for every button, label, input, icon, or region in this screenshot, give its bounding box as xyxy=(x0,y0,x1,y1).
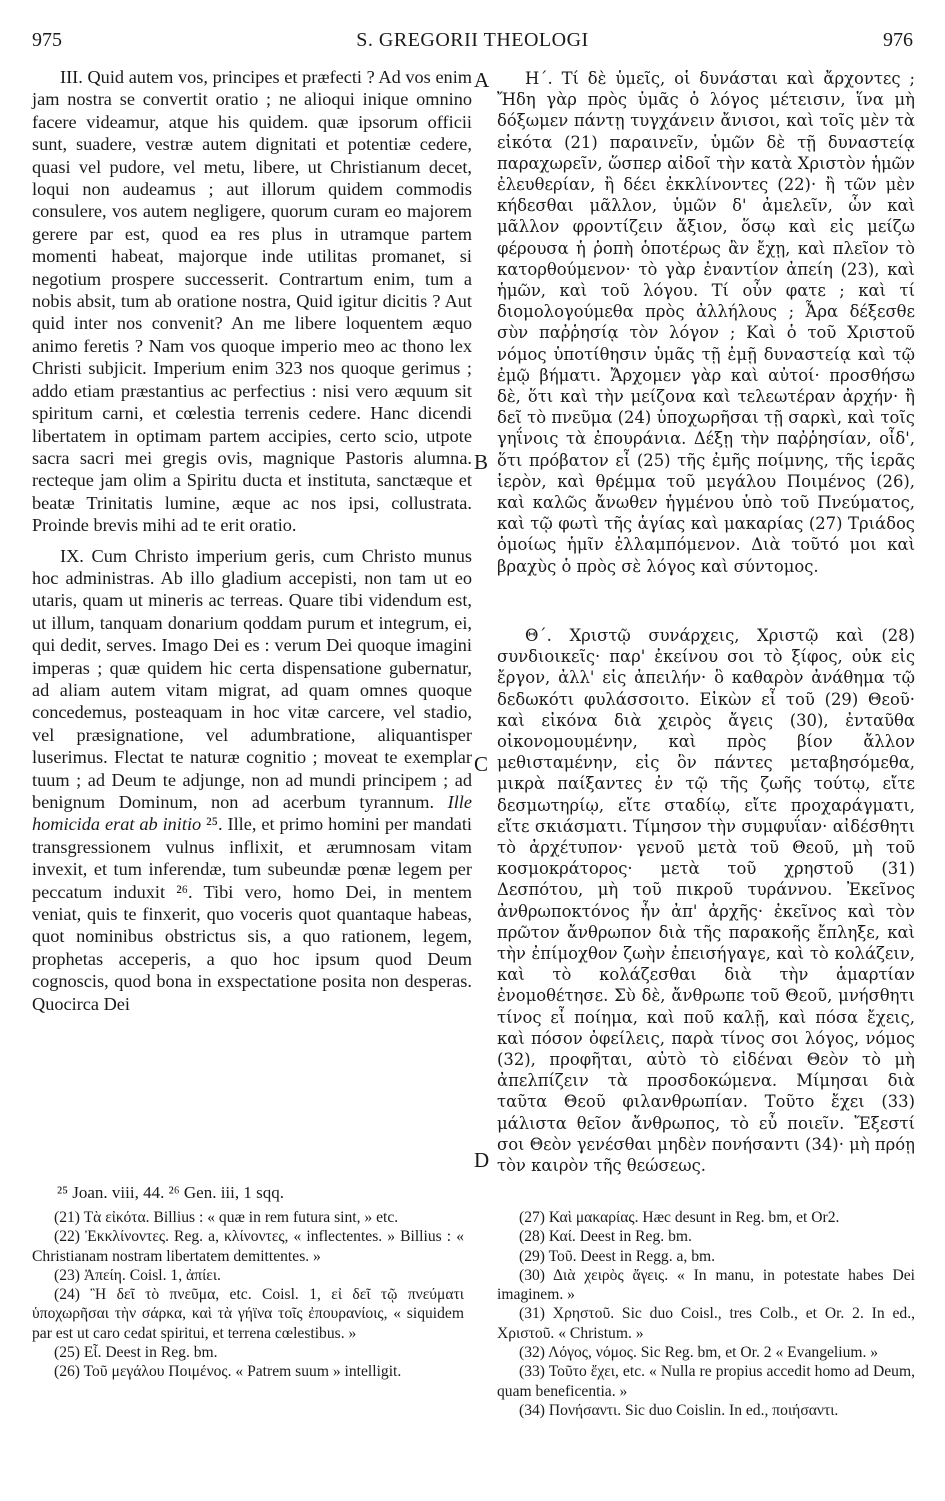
footnote: (21) Τὰ εἰκότα. Billius : « quæ in rem futura sint, » etc. xyxy=(54,1209,399,1226)
footnote: (31) Χρηστοῦ. Sic duo Coisl., tres Colb., et Or. 2. In ed., Χριστοῦ. « Christum. » xyxy=(497,1305,915,1342)
footnote: (26) Τοῦ μεγάλου Ποιμένος. « Patrem suum » intelligit. xyxy=(54,1363,402,1381)
footnote: (30) Διὰ χειρὸς ἄγεις. « In manu, in potestate habes Dei imaginem. » xyxy=(497,1266,915,1304)
margin-marker-d: D xyxy=(474,1148,490,1172)
page-header xyxy=(32,29,913,59)
latin-italic-quote: Ille homicida erat ab initio xyxy=(32,792,472,835)
footnote: (24) Ἢ δεῖ τὸ πνεῦμα, etc. Coisl. 1, εἰ δεῖ τῷ πνεύματι ὑποχωρῆσαι τὴν σάρκα, καὶ τὰ γήϊνα τοῖς ἐπουρανίοις, « siquidem par est ut caro cedat spiritui, et terrena cœlestibus. » xyxy=(32,1286,464,1342)
margin-marker-c: C xyxy=(474,752,489,776)
latin-column xyxy=(32,66,472,1015)
footnote: (32) Λόγος, νόμος. Sic Reg. bm, et Or. 2 « Evangelium. » xyxy=(519,1344,879,1362)
footnote: (29) Τοῦ. Deest in Regg. a, bm. xyxy=(519,1247,716,1265)
greek-paragraph-ix: Θ΄. Χριστῷ συνάρχεις, Χριστῷ καὶ (28) συνδιοικεῖς· παρ' ἐκείνου σοι τὸ ξίφος, οὐκ εἰς ἔργον, ἀλλ' εἰς ἀπειλήν· ὃ καθαρὸν ἀνάθημα τῷ δεδωκότι φυλάσσοιτο. Εἰκὼν εἶ τοῦ (29) Θεοῦ· καὶ εἰκόνα διὰ χειρὸς ἄγεις (30), ἐνταῦθα οἰκονομουμένην, καὶ πρὸς βίον ἄλλον μεθισταμένην, εἰς ὃν πάντες μεταβησόμεθα, μικρὰ παίξαντες ἐν τῷ τῆς ζωῆς τούτῳ, εἴτε δεσμωτηρίῳ, εἴτε σταδίῳ, εἴτε προχαράγματι, εἴτε σκιάσματι. Τίμησον τὴν συμφυΐαν· αἰδέσθητι τὸ ἀρχέτυπον· γενοῦ μετὰ τοῦ Θεοῦ, μὴ τοῦ κοσμοκράτορος· μετὰ τοῦ χρηστοῦ (31) Δεσπότου, μὴ τοῦ πικροῦ τυράννου. Ἐκεῖνος ἀνθρωποκτόνος ἦν ἀπ' ἀρχῆς· ἐκεῖνος καὶ τὸν πρῶτον ἄνθρωπον διὰ τῆς παρακοῆς ἔπληξε, καὶ τὴν ἐπίμοχθον ζωὴν ἐπεισήγαγε, καὶ τὸ κολάζειν, καὶ τὸ κολάζεσθαι διὰ τὴν ἁμαρτίαν ἐνομοθέτησε. Σὺ δὲ, ἄνθρωπε τοῦ Θεοῦ, μνήσθητι τίνος εἶ ποίημα, καὶ ποῦ καλῇ, καὶ πόσα ἔχεις, καὶ πόσον ὀφείλεις, παρὰ τίνος σοι λόγος, νόμος (32), προφῆται, αὐτὸ τὸ εἰδέναι Θεὸν τὸ μὴ ἀπελπίζειν τὰ προσδοκώμενα. Μίμησαι διὰ ταῦτα Θεοῦ φιλανθρωπίαν. Τοῦτο ἔχει (33) μάλιστα θεῖον ἄνθρωπος, τὸ εὖ ποιεῖν. Ἔξεστί σοι Θεὸν γενέσθαι μηδὲν πονήσαντι (34)· μὴ πρόῃ τὸν καιρὸν τῆς θεώσεως. xyxy=(497,626,915,1176)
running-title: S. GREGORII THEOLOGI xyxy=(356,29,589,51)
bible-references: ²⁵ Joan. viii, 44. ²⁶ Gen. iii, 1 sqq. xyxy=(57,1183,284,1202)
footnote: (23) Ἀπείη. Coisl. 1, ἀπίει. xyxy=(54,1266,221,1284)
footnote: (34) Πονήσαντι. Sic duo Coislin. In ed., ποιήσαντι. xyxy=(519,1401,839,1419)
latin-text: ²⁵. Ille, et primo homini per mandati transgressionem vulnus inflixit, et ærumnosam vitam invexit, et tum inferendæ, tum subeundæ pœnæ legem per peccatum induxit ²⁶. Tibi vero, homo Dei, in mentem veniat, quis te finxerit, quo voceris quot quantaque habeas, quot nominibus obstrictus sis, a quo rationem, legem, prophetas acceperis, a quo hoc ipsum quod Deum cognoscis, quod bona in exspectatione posita non desperas. Quocirca Dei xyxy=(32,814,472,1014)
margin-marker-b: B xyxy=(474,450,489,474)
greek-column-bottom xyxy=(497,625,915,1176)
page-number-right: 976 xyxy=(883,29,913,51)
greek-paragraph-viii: Η΄. Τί δὲ ὑμεῖς, οἱ δυνάσται καὶ ἄρχοντες ; Ἤδη γὰρ πρὸς ὑμᾶς ὁ λόγος μέτεισιν, ἵνα μὴ δόξωμεν πάντῃ τυγχάνειν ἄνισοι, καὶ τοῖς μὲν τὰ εἰκότα (21) παραινεῖν, ὑμῶν δὲ τῇ δυναστείᾳ παραχωρεῖν, ὥσπερ αἰδοῖ τὴν κατὰ Χριστὸν ἡμῶν ἐλευθερίαν, ἢ δέει ἐκκλίνοντες (22)· ἢ τῶν μὲν κήδεσθαι μᾶλλον, ὑμῶν δ' ἀμελεῖν, ὧν καὶ μᾶλλον φροντίζειν ἄξιον, ὅσῳ καὶ εἰς μείζω φέρουσα ἡ ῥοπὴ ὁποτέρως ἂν ἔχῃ, καὶ πλεῖον τὸ κατορθούμενον· τὸ γὰρ ἐναντίον ἀπείη (23), καὶ ἡμῶν, καὶ τοῦ λόγου. Τί οὖν φατε ; καὶ τί διομολογούμεθα πρὸς ἀλλήλους ; Ἆρα δέξεσθε σὺν παῤῥησίᾳ τὸν λόγον ; Καὶ ὁ τοῦ Χριστοῦ νόμος ὑποτίθησιν ὑμᾶς τῇ ἐμῇ δυναστείᾳ καὶ τῷ ἐμῷ βήματι. Ἄρχομεν γὰρ καὶ αὐτοί· προσθήσω δὲ, ὅτι καὶ τὴν μείζονα καὶ τελεωτέραν ἀρχήν· ἢ δεῖ τὸ πνεῦμα (24) ὑποχωρῆσαι τῇ σαρκὶ, καὶ τοῖς γηΐνοις τὰ ἐπουράνια. Δέξῃ τὴν παῤῥησίαν, οἶδ', ὅτι πρόβατον εἶ (25) τῆς ἐμῆς ποίμνης, τῆς ἱερᾶς ἱερὸν, καὶ θρέμμα τοῦ μεγάλου Ποιμένος (26), καὶ καλῶς ἄνωθεν ἡγμένου ὑπὸ τοῦ Πνεύματος, καὶ τῷ φωτὶ τῆς ἁγίας καὶ μακαρίας (27) Τριάδος ὁμοίως ἡμῖν ἐλλαμπόμενον. Διὰ τοῦτό μοι καὶ βραχὺς ὁ πρὸς σὲ λόγος καὶ σύντομος. xyxy=(497,69,915,576)
footnote: (28) Καί. Deest in Reg. bm. xyxy=(519,1228,692,1246)
greek-column-top xyxy=(497,68,915,577)
latin-paragraph-ix xyxy=(32,545,472,1016)
margin-marker-a: A xyxy=(474,68,490,92)
page-number-left: 975 xyxy=(32,29,62,51)
footnotes-left xyxy=(32,1208,464,1382)
footnote: (22) Ἐκκλίνοντες. Reg. a, κλίνοντες, « inflectentes. » Billius : « Christianam nostram libertatem demittentes. » xyxy=(32,1228,464,1265)
footnote: (25) Εἶ. Deest in Reg. bm. xyxy=(54,1344,218,1362)
latin-paragraph-viii: III. Quid autem vos, principes et præfecti ? Ad vos enim jam nostra se convertit oratio ; ne alioqui inique omnino facere videamur, atque his quidem. quæ ipsorum officii sunt, suadere, vestræ autem dignitati et potentiæ cedere, quasi vel pudore, vel metu, libere, ut Christianum decet, loqui non audeamus ; aut illorum quidem commodis consulere, vos autem negligere, quorum curam eo majorem gerere par est, quod ea res plus in utramque partem momenti habeat, majorque inde utilitas promanet, si negotium prospere successerit. Contrartum enim, tum a nobis absit, tum ab oratione nostra, Quid igitur dicitis ? Aut quid inter nos convenit? An me libere loquentem æquo animo feretis ? Nam vos quoque imperio meo ac thono lex Christi subjicit. Imperium enim 323 nos quoque gerimus ; addo etiam præstantius ac perfectius : nisi vero æquum sit spiritum carni, et cœlestia terrenis cedere. Hanc dicendi libertatem in optimam partem accipies, certo scio, utpote sacra sacri mei gregis ovis, magnique Pastoris alumna. recteque jam olim a Spiritu ducta et instituta, sanctæque et beatæ Trinitatis lumine, æque ac nos ipsi, collustrata. Proinde brevis mihi ad te erit oratio. xyxy=(32,67,472,536)
footnote: (33) Τοῦτο ἔχει, etc. « Nulla re propius accedit homo ad Deum, quam beneficentia. » xyxy=(497,1363,915,1400)
footnotes-right xyxy=(497,1208,915,1420)
footnote: (27) Καὶ μακαρίας. Hæc desunt in Reg. bm, et Or2. xyxy=(519,1209,840,1226)
latin-text: IX. Cum Christo imperium geris, cum Christo munus hoc administras. Ab illo gladium accepisti, non tam ut eo utaris, quam ut mineris ac terreas. Quare tibi videndum est, ut illum, tanquam donarium qoddam purum et integrum, ei, qui dedit, serves. Imago Dei es : verum Dei quoque imagini imperas ; quæ quidem hic certa dispensatione gubernatur, ad aliam autem vitam migrat, ad quam omnes quoque concedemus, posteaquam in hoc vitæ carcere, vel stadio, vel præsignatione, vel adumbratione, aliquantisper luserimus. Flectat te naturæ cognitio ; moveat te exemplar tuum ; ad Deum te adjunge, non ad mundi principem ; ad benignum Dominum, non ad acerbum tyrannum. xyxy=(32,545,472,812)
